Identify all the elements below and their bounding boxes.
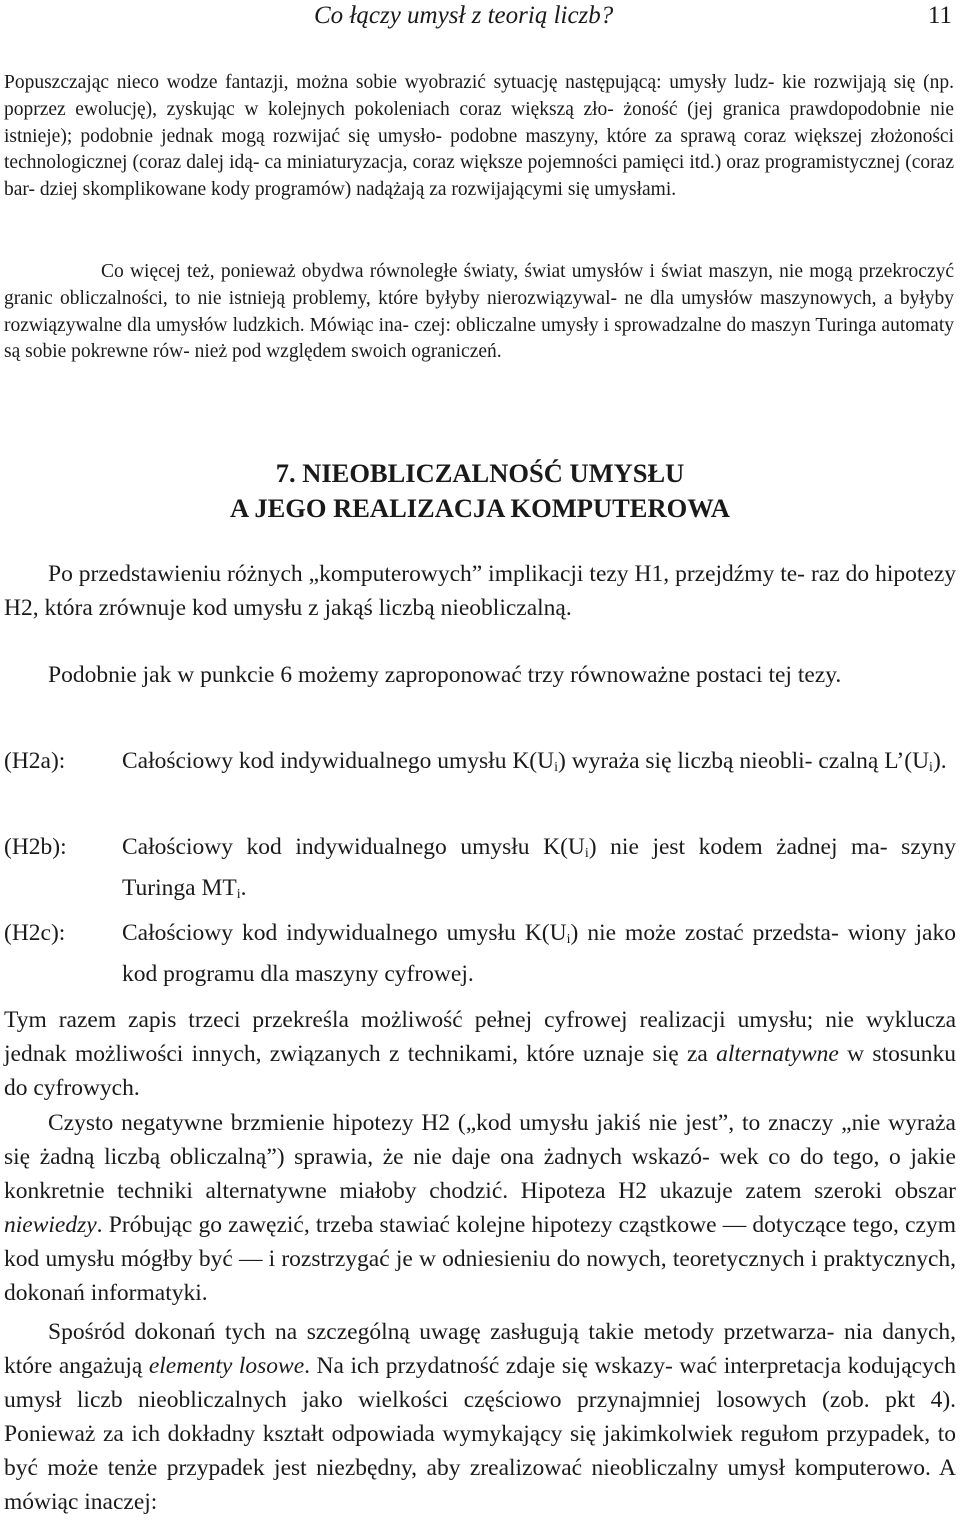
text-segment: . Na ich przydatność zdaje się wskazy-: [304, 1353, 673, 1379]
text-segment: ).: [932, 748, 947, 774]
text-line: niezbędny, aby zrealizować nieobliczalny umysł komputerowo. A mówiąc inaczej:: [4, 1455, 956, 1515]
section-heading-line-2: A JEGO REALIZACJA KOMPUTEROWA: [230, 493, 730, 523]
hypothesis-text: [122, 744, 956, 785]
text-line: kie rozwijają się (np. poprzez ewolucję), zyskując w kolejnych pokoleniach coraz większą zło-: [4, 72, 954, 120]
text-line: Popuszczając nieco wodze fantazji, można sobie wyobrazić sytuację następującą: umysły ludz-: [4, 72, 775, 93]
text-line: wyklucza jednak możliwości innych, związanych z technikami, które uznaje się za: [4, 1007, 957, 1067]
paragraph-2: [4, 259, 954, 366]
section-heading-line-1: 7. NIEOBLICZALNOŚĆ UMYSŁU: [275, 458, 685, 488]
text-line: czej: obliczalne umysły i sprowadzalne do maszyn Turinga automaty są sobie pokrewne rów-: [4, 314, 954, 363]
text-line: Tym razem zapis trzeci przekreśla możliwość pełnej cyfrowej realizacji umysłu; nie: [4, 1007, 854, 1033]
text-line: wek co do tego, o jakie konkretnie techniki alternatywne miałoby chodzić. Hipoteza H2: [4, 1144, 956, 1204]
text-line: hipotezy cząstkowe — dotyczące tego, czym kod umysłu mógłby być — i rozstrzygać: [4, 1212, 956, 1272]
text-line: „nie wyraża się żadną liczbą obliczalną”) sprawia, że nie daje ona żadnych wskazó-: [4, 1110, 956, 1170]
emphasis-text: alternatywne: [716, 1041, 839, 1067]
text-segment: . Próbując go zawęzić, trzeba stawiać kolejne: [96, 1212, 526, 1238]
emphasis-text: niewiedzy: [4, 1212, 97, 1238]
subscript: i: [566, 932, 571, 947]
subscript: i: [584, 846, 589, 861]
text-segment: wiony jako kod programu dla maszyny cyfrowej.: [122, 920, 956, 987]
text-line: podobne maszyny, które za sprawą coraz większej złożoności technologicznej (coraz dalej idą-: [4, 125, 955, 174]
running-title: Co łączy umysł z teorią liczb?: [314, 2, 614, 29]
text-line: Czysto negatywne brzmienie hipotezy H2 („kod umysłu jakiś nie jest”, to znaczy: [48, 1110, 834, 1136]
paragraph-3: [4, 557, 956, 625]
text-line: wać interpretacja kodujących umysł liczb nieobliczalnych jako wielkości częściowo: [4, 1353, 956, 1413]
hypothesis-label: (H2b):: [4, 834, 67, 860]
emphasis-text: elementy losowe: [148, 1353, 305, 1379]
paragraph-6: [4, 1106, 956, 1310]
paragraph-4: [4, 658, 956, 692]
hypothesis-text: [122, 916, 956, 991]
hypothesis-text: [122, 830, 956, 912]
page-number: 11: [927, 2, 952, 29]
paragraph-5: [4, 1003, 956, 1105]
text-line: żoność (jej granica prawdopodobnie nie istnieje); podobnie jednak mogą rozwijać się umysło-: [4, 98, 954, 147]
text-line: przynajmniej losowych (zob. pkt 4). Ponieważ za ich dokładny kształt odpowiada: [4, 1387, 957, 1447]
subscript: i: [554, 760, 558, 775]
subscript: i: [236, 887, 241, 902]
text-segment: ) nie jest kodem żadnej ma-: [588, 834, 888, 860]
subscript: i: [929, 760, 933, 775]
text-line: Po przedstawieniu różnych „komputerowych” implikacji tezy H1, przejdźmy te-: [48, 561, 805, 587]
text-segment: Całościowy kod indywidualnego umysłu K(U: [122, 748, 555, 774]
text-segment: Całościowy kod indywidualnego umysłu K(U: [122, 920, 567, 946]
text-segment: Całościowy kod indywidualnego umysłu K(U: [122, 834, 585, 860]
text-line: tezy.: [797, 662, 842, 688]
text-segment: ) nie może zostać przedsta-: [570, 920, 839, 946]
text-line: wymykający się jakimkolwiek regułom przypadek, to być może tenże przypadek jest: [4, 1421, 956, 1481]
hypothesis-label: (H2a):: [4, 748, 66, 774]
text-segment: szyny Turinga MT: [122, 834, 956, 901]
text-line: Co więcej też, ponieważ obydwa równoległe światy, świat umysłów i świat maszyn, nie: [101, 261, 803, 282]
text-line: ca miniaturyzacja, coraz większe pojemności pamięci itd.) oraz programistycznej (coraz bar-: [4, 152, 954, 201]
text-line: ne dla umysłów maszynowych, a byłyby rozwiązywalne dla umysłów ludzkich. Mówiąc ina-: [4, 287, 954, 336]
paragraph-1: [4, 70, 954, 204]
section-heading: [0, 456, 960, 526]
text-segment: czalną L’(U: [818, 748, 930, 774]
text-line: Podobnie jak w punkcie 6 możemy zaproponować trzy równoważne postaci tej: [48, 662, 792, 688]
text-line: mogą przekroczyć granic obliczalności, to nie istnieją problemy, które byłyby nierozwiązywal-: [4, 261, 954, 309]
text-line: je w odniesieniu do nowych, teoretycznych i praktycznych, dokonań informatyki.: [4, 1246, 956, 1306]
text-line: dziej skomplikowane kody programów) nadążają za rozwijającymi się umysłami.: [39, 179, 677, 201]
hypothesis-label: (H2c):: [4, 920, 66, 946]
paragraph-7: [4, 1315, 956, 1519]
text-segment: .: [240, 875, 247, 901]
text-segment: ) wyraża się liczbą nieobli-: [558, 748, 813, 774]
text-line: nież pod względem swoich ograniczeń.: [194, 341, 502, 363]
text-line: Spośród dokonań tych na szczególną uwagę zasługują takie metody przetwarza-: [48, 1319, 835, 1345]
page-header: [0, 2, 960, 34]
text-segment: nia danych, które angażują: [4, 1319, 956, 1379]
text-segment: w stosunku do cyfrowych.: [4, 1041, 956, 1101]
text-segment: ukazuje zatem szeroki obszar: [659, 1178, 956, 1204]
text-line: raz do hipotezy H2, która zrównuje kod umysłu z jakąś liczbą nieobliczalną.: [4, 561, 956, 621]
